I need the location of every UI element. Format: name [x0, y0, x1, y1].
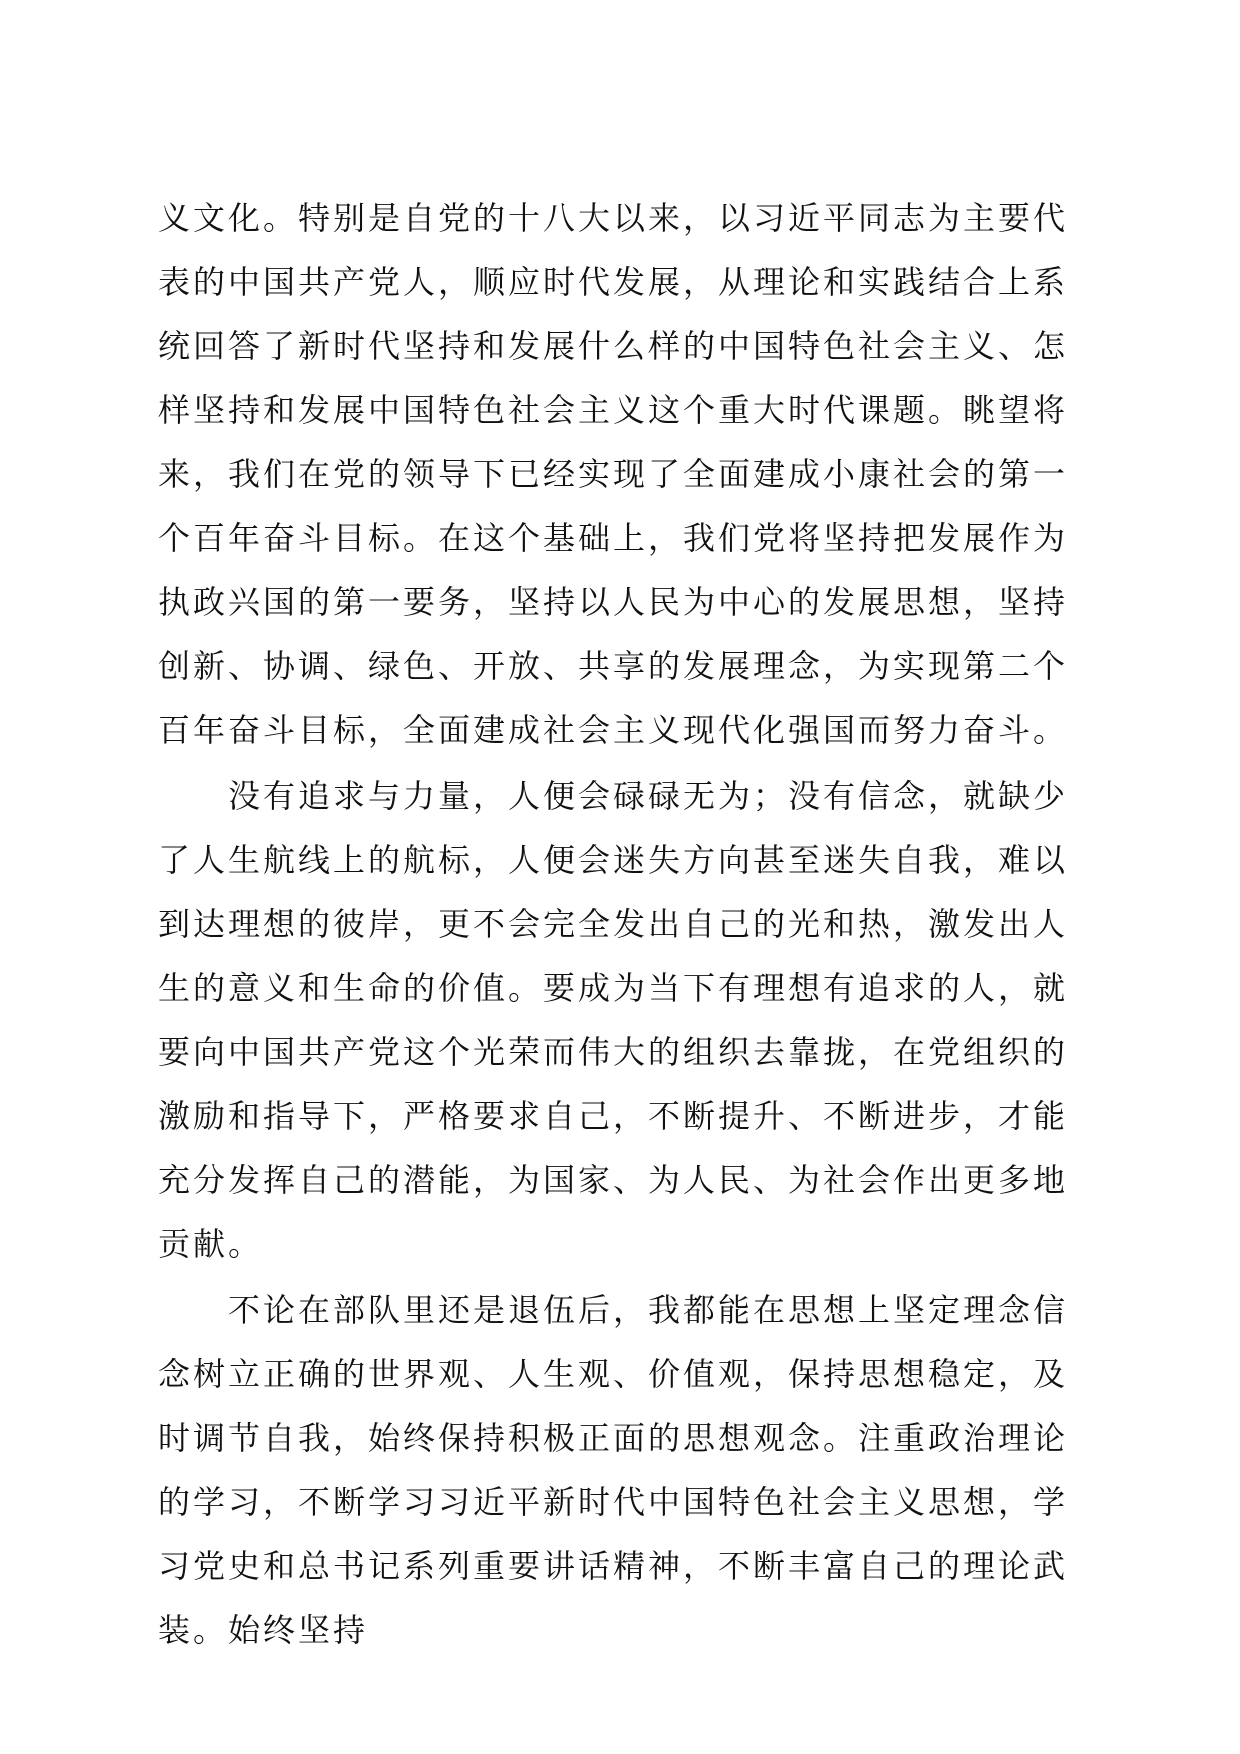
paragraph-2: 没有追求与力量，人便会碌碌无为；没有信念，就缺少了人生航线上的航标，人便会迷失方向甚至迷失自我，难以到达理想的彼岸，更不会完全发出自己的光和热，激发出人生的意义和生命的价值。要成为当下有理想有追求的人，就要向中国共产党这个光荣而伟大的组织去靠拢，在党组织的激励和指导下，严格要求自己，不断提升、不断进步，才能充分发挥自己的潜能，为国家、为人民、为社会作出更多地贡献。: [158, 777, 1069, 1263]
paragraph-3: 不论在部队里还是退伍后，我都能在思想上坚定理念信念树立正确的世界观、人生观、价值观，保持思想稳定，及时调节自我，始终保持积极正面的思想观念。注重政治理论的学习，不断学习习近平新时代中国特色社会主义思想，学习党史和总书记系列重要讲话精神，不断丰富自己的理论武装。始终坚持: [158, 1291, 1069, 1649]
document-body: [158, 186, 1084, 1662]
paragraph-1: 义文化。特别是自党的十八大以来，以习近平同志为主要代表的中国共产党人，顺应时代发展，从理论和实践结合上系统回答了新时代坚持和发展什么样的中国特色社会主义、怎样坚持和发展中国特色社会主义这个重大时代课题。眺望将来，我们在党的领导下已经实现了全面建成小康社会的第一个百年奋斗目标。在这个基础上，我们党将坚持把发展作为执政兴国的第一要务，坚持以人民为中心的发展思想，坚持创新、协调、绿色、开放、共享的发展理念，为实现第二个百年奋斗目标，全面建成社会主义现代化强国而努力奋斗。: [158, 199, 1069, 749]
